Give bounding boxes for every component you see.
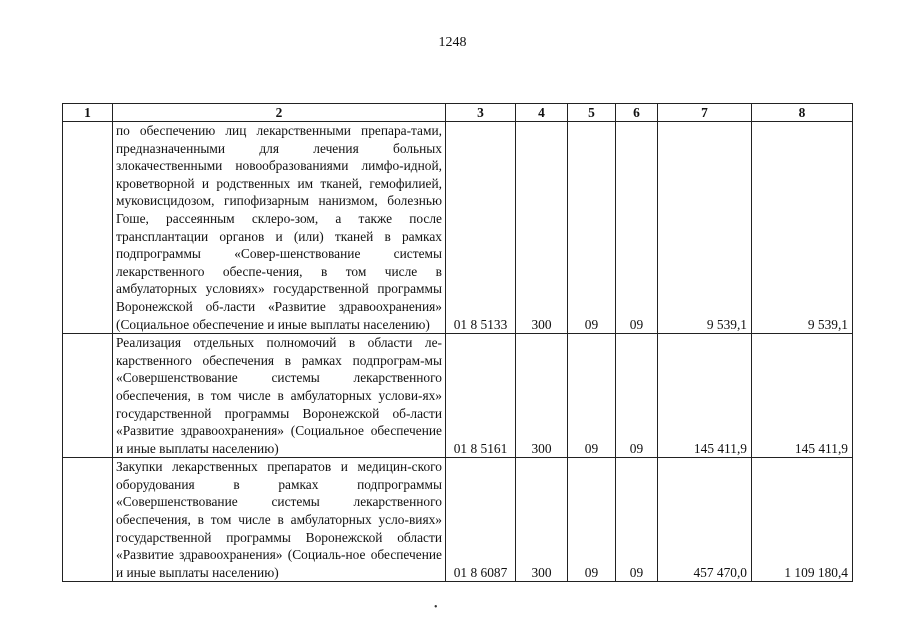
table-row: [63, 122, 853, 334]
description-cell: [113, 458, 446, 582]
column-header: 8: [752, 104, 853, 122]
subsection-cell: 09: [616, 122, 658, 334]
table-row: [63, 334, 853, 458]
subsection-cell: 09: [616, 334, 658, 458]
code-cell: 01 8 5133: [446, 122, 516, 334]
description-text: по обеспечению лиц лекарственными препара-тами, предназначенными для лечения больных злокачественными новообразованиями лимфо-идной, кроветворной и родственных им тканей, гемофилией, муковисцидозом, гипофизарным нанизмом, болезнью Гоше, рассеянным склеро-зом, а также после трансплантации органов и (или) тканей в рамках подпрограммы «Совер-шенствование системы лекарственного обеспе-чения, в том числе в амбулаторных условиях» государственной программы Воронежской об-ласти «Развитие здравоохранения» (Социальное обеспечение и иные выплаты населению): [116, 123, 442, 332]
page-number: 1248: [438, 35, 467, 50]
code-cell: 01 8 6087: [446, 458, 516, 582]
section-cell: 09: [568, 458, 616, 582]
code-cell: 01 8 5161: [446, 334, 516, 458]
description-text: Реализация отдельных полномочий в области ле-карственного обеспечения в рамках подпрограм-мы «Совершенствование системы лекарственного обеспечения, в том числе в амбулаторных услови-ях» государственной программы Воронежской об-ласти «Развитие здравоохранения» (Социальное обеспечение и иные выплаты населению): [116, 335, 442, 456]
amount-cell: 9 539,1: [658, 122, 752, 334]
description-cell: [113, 334, 446, 458]
row-number-cell: [63, 458, 113, 582]
section-cell: 09: [568, 122, 616, 334]
total-amount-cell: 145 411,9: [752, 334, 853, 458]
amount-cell: 457 470,0: [658, 458, 752, 582]
description-cell: [113, 122, 446, 334]
expense-type-cell: 300: [516, 122, 568, 334]
column-header: 3: [446, 104, 516, 122]
total-amount-cell: 1 109 180,4: [752, 458, 853, 582]
row-number-cell: [63, 334, 113, 458]
column-header: 6: [616, 104, 658, 122]
column-header: 5: [568, 104, 616, 122]
budget-table: [62, 103, 853, 582]
amount-cell: 145 411,9: [658, 334, 752, 458]
section-cell: 09: [568, 334, 616, 458]
total-amount-cell: 9 539,1: [752, 122, 853, 334]
column-header: 1: [63, 104, 113, 122]
expense-type-cell: 300: [516, 458, 568, 582]
expense-type-cell: 300: [516, 334, 568, 458]
column-header: 2: [113, 104, 446, 122]
table-header-row: [63, 104, 853, 122]
footer-mark: •: [434, 602, 438, 613]
table-row: [63, 458, 853, 582]
subsection-cell: 09: [616, 458, 658, 582]
row-number-cell: [63, 122, 113, 334]
description-text: Закупки лекарственных препаратов и медицин-ского оборудования в рамках подпрограммы «Совершенствование системы лекарственного обеспечения, в том числе в амбулаторных усло-виях» государственной программы Воронежской области «Развитие здравоохранения» (Социаль-ное обеспечение и иные выплаты населению): [116, 459, 442, 580]
column-header: 4: [516, 104, 568, 122]
column-header: 7: [658, 104, 752, 122]
